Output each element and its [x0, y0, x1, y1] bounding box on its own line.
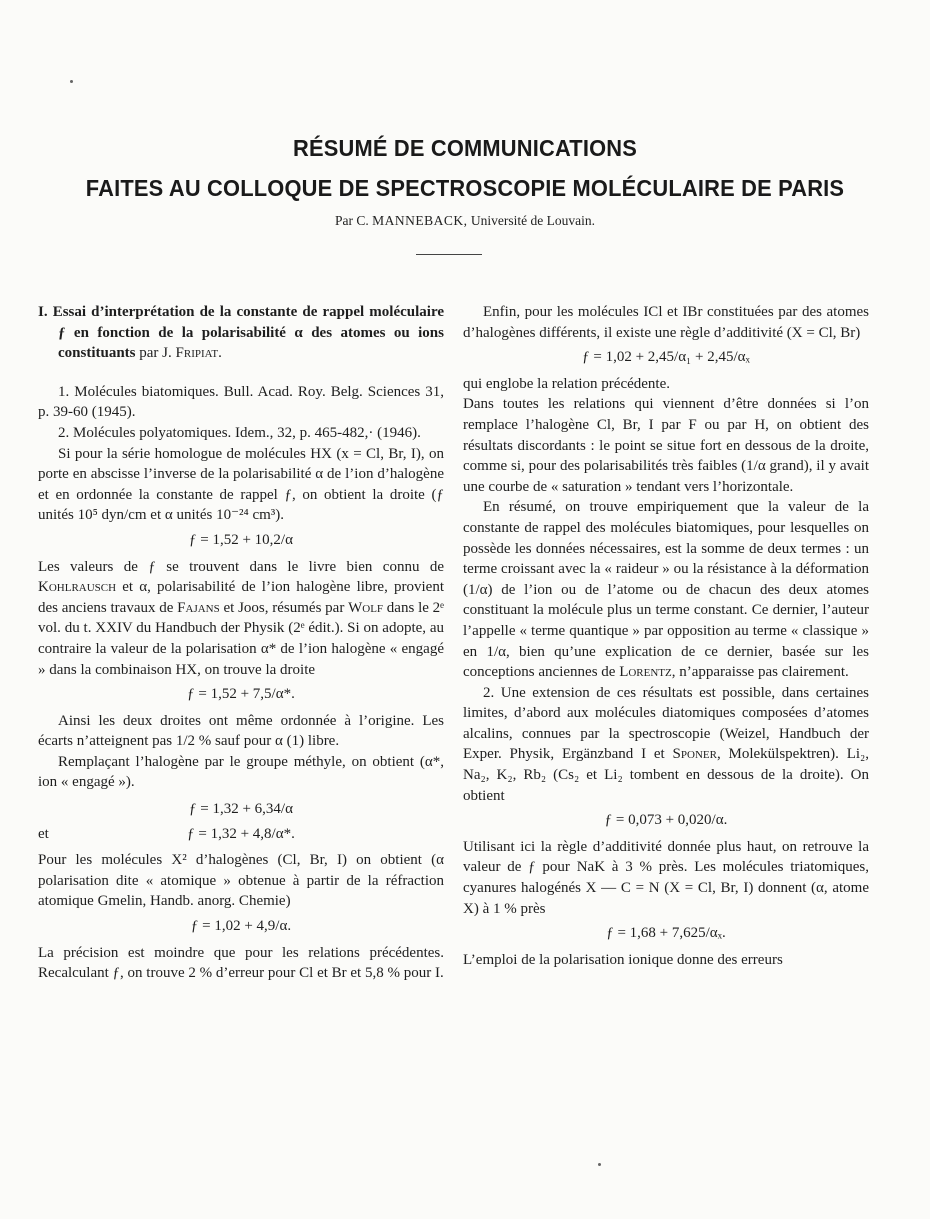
right-paragraph-4-text-b: , n’apparaisse pas clairement. [671, 664, 849, 681]
byline-affiliation: Université de Louvain. [470, 213, 595, 228]
name-kohlrausch: Kohlrausch [38, 579, 117, 596]
paragraph-2-text-a: Les valeurs de ƒ se trouvent dans le livre bien connu de [38, 558, 444, 575]
paragraph-2-text-d: dans le 2ᵉ vol. du t. XXIV du Handbuch der Physik (2ᵉ édit.). Si on adopte, au contraire la valeur de la polarisation α* de l’ion halogène « engagé » dans la combinaison HX, on trouve la droite [38, 599, 444, 678]
formula-4: ƒ = 1,32 + 4,8/α*. [187, 825, 295, 842]
scan-speck [70, 80, 73, 83]
right-paragraph-5 [463, 683, 869, 807]
left-column [38, 302, 444, 984]
paragraph-6: La précision est moindre que pour les relations précédentes. Recalculant ƒ, on trouve 2 % d’erreur pour Cl et Br et 5,8 % pour I. [38, 944, 444, 982]
right-paragraph-6: Utilisant ici la règle d’additivité donnée plus haut, on retrouve la valeur de ƒ pour NaK à 3 % près. Les molécules triatomiques, cyanures halogénés X — C = N (X = Cl, Br, I) donnent (α, atome X) à 1 % près [463, 838, 869, 917]
right-paragraph-5-text-a: 2. Une extension de ces résultats est possible, dans certaines limites, d’abord aux molécules diatomiques composées d’atomes alcalins, connues par la spectroscopie (Weizel, Handbuch der Exper. Physik, Ergänzband I et [463, 684, 869, 763]
paragraph-5: Pour les molécules X² d’halogènes (Cl, Br, I) on obtient (α polarisation dite « atomique » obtenue à partir de la réfraction atomique Gmelin, Handb. anorg. Chemie) [38, 852, 444, 910]
name-wolf: Wolf [348, 599, 384, 616]
name-fajans: Fajans [177, 599, 220, 616]
paragraph-2 [38, 557, 444, 681]
formula-4-row [38, 822, 444, 851]
title-divider [416, 254, 482, 255]
right-formula-1: ƒ = 1,02 + 2,45/α₁ + 2,45/αₓ [582, 349, 750, 366]
right-paragraph-4 [463, 497, 869, 682]
formula-5: ƒ = 1,02 + 4,9/α. [190, 918, 292, 935]
name-lorentz: Lorentz [619, 664, 672, 681]
formula-2: ƒ = 1,52 + 7,5/α*. [187, 686, 295, 703]
right-paragraph-5-text-b: , Molekülspektren). Li₂, Na₂, K₂, Rb₂ (Cs₂ et Li₂ tombent en dessous de la droite). On obtient [463, 746, 870, 804]
right-column [463, 302, 869, 970]
paragraph-1: Si pour la série homologue de molécules HX (x = Cl, Br, I), on porte en abscisse l’inverse de la polarisabilité α de l’ion d’halogène et en ordonnée la constante de rappel ƒ, on obtient la droite (ƒ unités 10⁵ dyn/cm et α unités 10⁻²⁴ cm³). [38, 445, 444, 524]
name-sponer: Sponer [672, 746, 717, 763]
section-author: Fripiat. [175, 345, 222, 362]
byline [0, 213, 930, 229]
right-paragraph-3: Dans toutes les relations qui viennent d’être données si l’on remplace l’halogène Cl, Br, I par F ou par H, on obtient des résultats discordants : le point se situe fort en dessous de la droite, comme si, pour des polarisabilités très faibles (1/α grand), il y avait une courbe de « saturation » tendant vers l’horizontale. [463, 396, 869, 495]
section-heading [38, 302, 444, 364]
paragraph-3: Ainsi les deux droites ont même ordonnée à l’origine. Les écarts n’atteignent pas 1/2 % sauf pour α (1) libre. [38, 712, 444, 750]
right-paragraph-4-text-a: En résumé, on trouve empiriquement que la valeur de la constante de rappel des molécules biatomiques, pour lesquelles on possède les données nécessaires, est la somme de deux termes : un terme croissant avec la « raideur » ou la résistance à la déformation (1/α) de l’ion ou de l’atome ou de chacun des deux atomes constituant la molécule plus un terme constant. Ce dernier, l’auteur l’appelle « terme quantique » par opposition au terme « classique » en 1/α, bien qu’une explication de ce dernier, basée sur les conceptions anciennes de [463, 499, 869, 681]
right-paragraph-1: Enfin, pour les molécules ICl et IBr constituées par des atomes d’halogènes différents, il existe une règle d’additivité (X = Cl, Br) [463, 304, 869, 341]
formula-3-text: ƒ = 1,32 + 6,34/α [189, 801, 293, 818]
page-title-line-1: RÉSUMÉ DE COMMUNICATIONS [292, 135, 638, 161]
page-title-line-2: FAITES AU COLLOQUE DE SPECTROSCOPIE MOLÉCULAIRE DE PARIS [85, 175, 845, 201]
right-paragraph-2: qui englobe la relation précédente. [463, 375, 670, 392]
scan-speck [598, 1163, 601, 1166]
paragraph-4: Remplaçant l’halogène par le groupe méthyle, on obtient (α*, ion « engagé »). [38, 753, 444, 791]
right-formula-2: ƒ = 0,073 + 0,020/α. [604, 812, 728, 829]
section-heading-text: I. Essai d’interprétation de la constante de rappel moléculaire ƒ en fonction de la polarisabilité α des atomes ou ions constituants [38, 304, 444, 362]
byline-prefix: Par C. [335, 213, 369, 228]
formula-3 [38, 793, 444, 822]
right-paragraph-7: L’emploi de la polarisation ionique donne des erreurs [463, 951, 783, 968]
byline-author: MANNEBACK, [372, 213, 468, 228]
title-block [0, 128, 930, 208]
et-label: et [38, 825, 49, 842]
right-formula-3: ƒ = 1,68 + 7,625/αₓ. [606, 925, 726, 942]
paragraph-2-text-b: et α, polarisabilité de l’ion halogène libre, provient des anciens travaux de [38, 579, 444, 616]
formula-1: ƒ = 1,52 + 10,2/α [189, 531, 293, 548]
paragraph-2-text-c: et Joos, résumés par [219, 599, 349, 616]
reference-2: 2. Molécules polyatomiques. Idem., 32, p. 465-482,· (1946). [58, 424, 421, 441]
reference-1: 1. Molécules biatomiques. Bull. Acad. Roy. Belg. Sciences 31, p. 39-60 (1945). [38, 383, 444, 421]
section-heading-par: par J. [135, 345, 176, 362]
